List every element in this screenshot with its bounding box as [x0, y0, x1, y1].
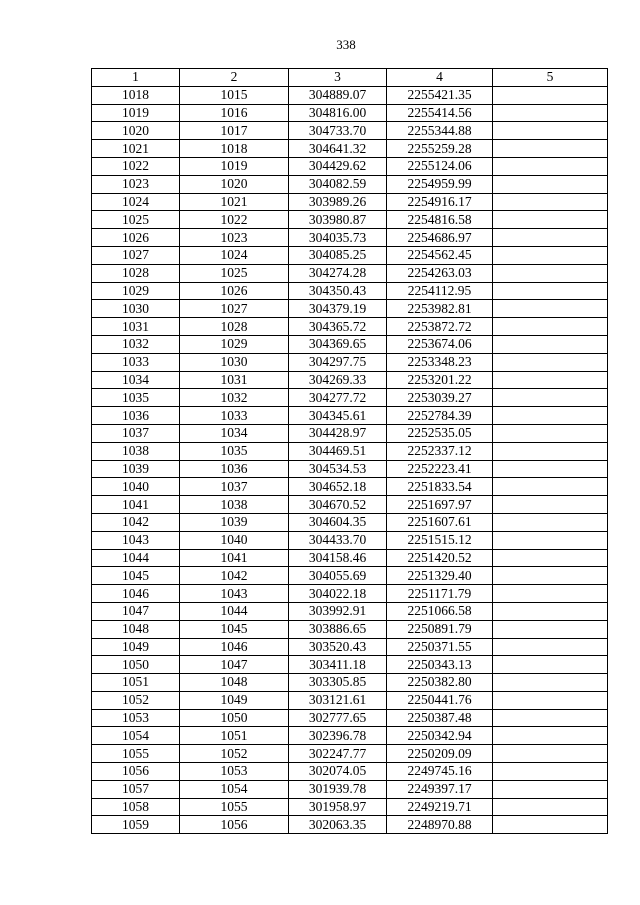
- table-cell-col-4: 2253982.81: [387, 300, 493, 318]
- table-cell-col-5: [493, 122, 608, 140]
- table-cell-col-5: [493, 442, 608, 460]
- table-cell-col-3: 303520.43: [289, 638, 387, 656]
- table-cell-col-2: 1023: [180, 229, 289, 247]
- table-cell-col-4: 2250382.80: [387, 674, 493, 692]
- table-row: [92, 424, 608, 442]
- column-header-3: 3: [289, 69, 387, 87]
- table-cell-col-3: 302777.65: [289, 709, 387, 727]
- table-cell-col-3: 304379.19: [289, 300, 387, 318]
- table-cell-col-1: 1021: [92, 140, 180, 158]
- table-cell-col-2: 1033: [180, 407, 289, 425]
- table-cell-col-3: 303411.18: [289, 656, 387, 674]
- table-cell-col-4: 2252337.12: [387, 442, 493, 460]
- table-cell-col-1: 1041: [92, 496, 180, 514]
- table-cell-col-4: 2251515.12: [387, 531, 493, 549]
- table-row: [92, 513, 608, 531]
- table-cell-col-5: [493, 211, 608, 229]
- header-row: [92, 69, 608, 87]
- table-cell-col-1: 1036: [92, 407, 180, 425]
- table-cell-col-2: 1053: [180, 763, 289, 781]
- table-cell-col-5: [493, 335, 608, 353]
- table-cell-col-3: 304429.62: [289, 157, 387, 175]
- table-cell-col-2: 1036: [180, 460, 289, 478]
- table-cell-col-4: 2253348.23: [387, 353, 493, 371]
- table-cell-col-1: 1028: [92, 264, 180, 282]
- table-cell-col-2: 1039: [180, 513, 289, 531]
- table-cell-col-1: 1056: [92, 763, 180, 781]
- table-cell-col-2: 1029: [180, 335, 289, 353]
- table-cell-col-1: 1030: [92, 300, 180, 318]
- table-cell-col-4: 2250343.13: [387, 656, 493, 674]
- table-cell-col-3: 303992.91: [289, 602, 387, 620]
- table-cell-col-4: 2251833.54: [387, 478, 493, 496]
- table-cell-col-3: 304350.43: [289, 282, 387, 300]
- table-cell-col-1: 1043: [92, 531, 180, 549]
- table-cell-col-2: 1020: [180, 175, 289, 193]
- table-cell-col-3: 304297.75: [289, 353, 387, 371]
- column-header-1: 1: [92, 69, 180, 87]
- table-cell-col-3: 303305.85: [289, 674, 387, 692]
- table-row: [92, 531, 608, 549]
- table-cell-col-4: 2251329.40: [387, 567, 493, 585]
- table-cell-col-1: 1039: [92, 460, 180, 478]
- column-header-5: 5: [493, 69, 608, 87]
- table-body: [92, 86, 608, 833]
- table-cell-col-5: [493, 86, 608, 104]
- table-cell-col-5: [493, 513, 608, 531]
- table-cell-col-4: 2250387.48: [387, 709, 493, 727]
- table-cell-col-1: 1057: [92, 780, 180, 798]
- table-cell-col-4: 2250371.55: [387, 638, 493, 656]
- table-cell-col-3: 301958.97: [289, 798, 387, 816]
- table-cell-col-2: 1027: [180, 300, 289, 318]
- table-row: [92, 175, 608, 193]
- table-cell-col-3: 304652.18: [289, 478, 387, 496]
- table-cell-col-3: 304641.32: [289, 140, 387, 158]
- table-cell-col-2: 1030: [180, 353, 289, 371]
- table-cell-col-5: [493, 816, 608, 834]
- table-cell-col-3: 304345.61: [289, 407, 387, 425]
- table-cell-col-1: 1023: [92, 175, 180, 193]
- table-row: [92, 727, 608, 745]
- table-row: [92, 371, 608, 389]
- table-cell-col-3: 304274.28: [289, 264, 387, 282]
- table-cell-col-2: 1018: [180, 140, 289, 158]
- table-cell-col-5: [493, 549, 608, 567]
- table-cell-col-3: 304889.07: [289, 86, 387, 104]
- table-row: [92, 585, 608, 603]
- table-cell-col-3: 304733.70: [289, 122, 387, 140]
- table-cell-col-4: 2250441.76: [387, 691, 493, 709]
- table-cell-col-1: 1052: [92, 691, 180, 709]
- table-row: [92, 602, 608, 620]
- table-cell-col-3: 303980.87: [289, 211, 387, 229]
- table-cell-col-3: 303886.65: [289, 620, 387, 638]
- table-cell-col-2: 1047: [180, 656, 289, 674]
- table-cell-col-3: 304055.69: [289, 567, 387, 585]
- table-cell-col-4: 2253674.06: [387, 335, 493, 353]
- table-cell-col-5: [493, 353, 608, 371]
- table-cell-col-5: [493, 104, 608, 122]
- table-cell-col-2: 1022: [180, 211, 289, 229]
- table-cell-col-1: 1051: [92, 674, 180, 692]
- table-cell-col-1: 1031: [92, 318, 180, 336]
- table-cell-col-1: 1042: [92, 513, 180, 531]
- table-cell-col-5: [493, 424, 608, 442]
- table-cell-col-4: 2252784.39: [387, 407, 493, 425]
- table-row: [92, 389, 608, 407]
- table-cell-col-3: 303121.61: [289, 691, 387, 709]
- table-cell-col-5: [493, 585, 608, 603]
- table-cell-col-2: 1017: [180, 122, 289, 140]
- coordinates-table: [91, 68, 608, 834]
- table-cell-col-2: 1032: [180, 389, 289, 407]
- table-row: [92, 211, 608, 229]
- table-cell-col-4: 2254916.17: [387, 193, 493, 211]
- table-cell-col-5: [493, 674, 608, 692]
- table-cell-col-5: [493, 531, 608, 549]
- table-cell-col-5: [493, 745, 608, 763]
- table-cell-col-4: 2255421.35: [387, 86, 493, 104]
- table-cell-col-1: 1025: [92, 211, 180, 229]
- table-row: [92, 246, 608, 264]
- table-cell-col-4: 2249219.71: [387, 798, 493, 816]
- table-cell-col-4: 2254686.97: [387, 229, 493, 247]
- table-row: [92, 620, 608, 638]
- table-cell-col-5: [493, 318, 608, 336]
- table-cell-col-2: 1028: [180, 318, 289, 336]
- table-cell-col-2: 1045: [180, 620, 289, 638]
- table-cell-col-5: [493, 193, 608, 211]
- table-cell-col-1: 1035: [92, 389, 180, 407]
- table-header: [92, 69, 608, 87]
- table-cell-col-1: 1054: [92, 727, 180, 745]
- table-cell-col-5: [493, 246, 608, 264]
- table-cell-col-3: 301939.78: [289, 780, 387, 798]
- table-row: [92, 478, 608, 496]
- table-cell-col-2: 1056: [180, 816, 289, 834]
- table-cell-col-4: 2254263.03: [387, 264, 493, 282]
- table-cell-col-1: 1053: [92, 709, 180, 727]
- table-cell-col-3: 304277.72: [289, 389, 387, 407]
- table-cell-col-2: 1049: [180, 691, 289, 709]
- table-cell-col-5: [493, 175, 608, 193]
- table-row: [92, 140, 608, 158]
- table-cell-col-1: 1059: [92, 816, 180, 834]
- table-cell-col-2: 1038: [180, 496, 289, 514]
- table-cell-col-1: 1019: [92, 104, 180, 122]
- table-row: [92, 193, 608, 211]
- table-cell-col-4: 2251171.79: [387, 585, 493, 603]
- table-cell-col-3: 304428.97: [289, 424, 387, 442]
- table-cell-col-5: [493, 602, 608, 620]
- table-cell-col-4: 2255259.28: [387, 140, 493, 158]
- table-cell-col-3: 304022.18: [289, 585, 387, 603]
- table-cell-col-5: [493, 282, 608, 300]
- table-cell-col-5: [493, 763, 608, 781]
- table-cell-col-2: 1015: [180, 86, 289, 104]
- table-cell-col-1: 1033: [92, 353, 180, 371]
- table-cell-col-2: 1035: [180, 442, 289, 460]
- table-cell-col-3: 302396.78: [289, 727, 387, 745]
- table-row: [92, 691, 608, 709]
- table-cell-col-3: 302074.05: [289, 763, 387, 781]
- table-cell-col-5: [493, 727, 608, 745]
- table-cell-col-1: 1049: [92, 638, 180, 656]
- table-row: [92, 300, 608, 318]
- table-row: [92, 353, 608, 371]
- table-cell-col-4: 2251607.61: [387, 513, 493, 531]
- table-cell-col-3: 304670.52: [289, 496, 387, 514]
- table-cell-col-1: 1026: [92, 229, 180, 247]
- table-cell-col-5: [493, 140, 608, 158]
- table-cell-col-2: 1054: [180, 780, 289, 798]
- table-cell-col-4: 2249745.16: [387, 763, 493, 781]
- table-cell-col-4: 2251066.58: [387, 602, 493, 620]
- table-cell-col-2: 1051: [180, 727, 289, 745]
- table-cell-col-3: 304035.73: [289, 229, 387, 247]
- table-row: [92, 460, 608, 478]
- table-cell-col-5: [493, 157, 608, 175]
- table-cell-col-2: 1016: [180, 104, 289, 122]
- table-cell-col-1: 1058: [92, 798, 180, 816]
- table-cell-col-2: 1040: [180, 531, 289, 549]
- table-cell-col-4: 2253201.22: [387, 371, 493, 389]
- table-cell-col-4: 2254816.58: [387, 211, 493, 229]
- table-cell-col-4: 2254112.95: [387, 282, 493, 300]
- table-cell-col-3: 304534.53: [289, 460, 387, 478]
- table-cell-col-4: 2254959.99: [387, 175, 493, 193]
- table-row: [92, 780, 608, 798]
- table-row: [92, 638, 608, 656]
- table-cell-col-2: 1024: [180, 246, 289, 264]
- table-row: [92, 709, 608, 727]
- table-row: [92, 264, 608, 282]
- table-cell-col-3: 304082.59: [289, 175, 387, 193]
- table-cell-col-4: 2248970.88: [387, 816, 493, 834]
- table-cell-col-2: 1055: [180, 798, 289, 816]
- table-cell-col-1: 1027: [92, 246, 180, 264]
- table-cell-col-5: [493, 709, 608, 727]
- table-cell-col-3: 303989.26: [289, 193, 387, 211]
- column-header-4: 4: [387, 69, 493, 87]
- table-cell-col-5: [493, 371, 608, 389]
- table-cell-col-5: [493, 229, 608, 247]
- table-row: [92, 496, 608, 514]
- table-cell-col-3: 304369.65: [289, 335, 387, 353]
- table-cell-col-1: 1024: [92, 193, 180, 211]
- table-cell-col-5: [493, 638, 608, 656]
- table-row: [92, 442, 608, 460]
- table-cell-col-3: 304816.00: [289, 104, 387, 122]
- table-cell-col-5: [493, 300, 608, 318]
- table-cell-col-4: 2255344.88: [387, 122, 493, 140]
- table-cell-col-2: 1034: [180, 424, 289, 442]
- table-cell-col-5: [493, 496, 608, 514]
- table-cell-col-3: 302247.77: [289, 745, 387, 763]
- table-cell-col-3: 304433.70: [289, 531, 387, 549]
- table-cell-col-4: 2250342.94: [387, 727, 493, 745]
- table-cell-col-4: 2252223.41: [387, 460, 493, 478]
- table-cell-col-4: 2251420.52: [387, 549, 493, 567]
- table-row: [92, 122, 608, 140]
- table-cell-col-3: 302063.35: [289, 816, 387, 834]
- table-cell-col-4: 2252535.05: [387, 424, 493, 442]
- table-row: [92, 318, 608, 336]
- table-cell-col-2: 1050: [180, 709, 289, 727]
- table-cell-col-4: 2255124.06: [387, 157, 493, 175]
- table-cell-col-1: 1045: [92, 567, 180, 585]
- table-cell-col-4: 2250891.79: [387, 620, 493, 638]
- table-cell-col-1: 1055: [92, 745, 180, 763]
- table-cell-col-5: [493, 567, 608, 585]
- table-cell-col-2: 1031: [180, 371, 289, 389]
- table-cell-col-2: 1021: [180, 193, 289, 211]
- table-cell-col-1: 1020: [92, 122, 180, 140]
- table-cell-col-2: 1026: [180, 282, 289, 300]
- table-cell-col-2: 1044: [180, 602, 289, 620]
- table-row: [92, 549, 608, 567]
- table-cell-col-4: 2253039.27: [387, 389, 493, 407]
- page-number: 338: [336, 37, 356, 52]
- table-row: [92, 656, 608, 674]
- table-row: [92, 407, 608, 425]
- table-row: [92, 798, 608, 816]
- table-cell-col-2: 1042: [180, 567, 289, 585]
- column-header-2: 2: [180, 69, 289, 87]
- table-row: [92, 335, 608, 353]
- table-cell-col-4: 2249397.17: [387, 780, 493, 798]
- table-cell-col-5: [493, 798, 608, 816]
- table-row: [92, 567, 608, 585]
- table-cell-col-5: [493, 478, 608, 496]
- table-cell-col-2: 1043: [180, 585, 289, 603]
- table-cell-col-5: [493, 691, 608, 709]
- table-cell-col-5: [493, 460, 608, 478]
- table-cell-col-1: 1038: [92, 442, 180, 460]
- table-cell-col-3: 304085.25: [289, 246, 387, 264]
- table-cell-col-2: 1037: [180, 478, 289, 496]
- table-cell-col-1: 1037: [92, 424, 180, 442]
- table-cell-col-2: 1041: [180, 549, 289, 567]
- table-cell-col-2: 1048: [180, 674, 289, 692]
- table-row: [92, 157, 608, 175]
- table-cell-col-1: 1022: [92, 157, 180, 175]
- table-cell-col-2: 1025: [180, 264, 289, 282]
- table-cell-col-2: 1052: [180, 745, 289, 763]
- table-cell-col-2: 1046: [180, 638, 289, 656]
- table-row: [92, 86, 608, 104]
- table-cell-col-3: 304469.51: [289, 442, 387, 460]
- table-cell-col-1: 1050: [92, 656, 180, 674]
- table-cell-col-4: 2253872.72: [387, 318, 493, 336]
- table-row: [92, 104, 608, 122]
- table-cell-col-2: 1019: [180, 157, 289, 175]
- table-cell-col-5: [493, 656, 608, 674]
- table-row: [92, 674, 608, 692]
- table-cell-col-1: 1040: [92, 478, 180, 496]
- table-row: [92, 816, 608, 834]
- table-cell-col-5: [493, 389, 608, 407]
- table-cell-col-3: 304604.35: [289, 513, 387, 531]
- table-cell-col-1: 1046: [92, 585, 180, 603]
- table-cell-col-1: 1032: [92, 335, 180, 353]
- table-cell-col-3: 304365.72: [289, 318, 387, 336]
- table-cell-col-1: 1034: [92, 371, 180, 389]
- table-cell-col-5: [493, 780, 608, 798]
- table-row: [92, 282, 608, 300]
- table-cell-col-4: 2255414.56: [387, 104, 493, 122]
- table-row: [92, 763, 608, 781]
- table-cell-col-1: 1047: [92, 602, 180, 620]
- table-row: [92, 229, 608, 247]
- table-cell-col-3: 304158.46: [289, 549, 387, 567]
- table-cell-col-1: 1044: [92, 549, 180, 567]
- table-row: [92, 745, 608, 763]
- table-cell-col-3: 304269.33: [289, 371, 387, 389]
- table-cell-col-4: 2254562.45: [387, 246, 493, 264]
- table-cell-col-5: [493, 407, 608, 425]
- table-cell-col-4: 2250209.09: [387, 745, 493, 763]
- table-cell-col-4: 2251697.97: [387, 496, 493, 514]
- table-cell-col-5: [493, 620, 608, 638]
- table-cell-col-1: 1048: [92, 620, 180, 638]
- table-cell-col-1: 1029: [92, 282, 180, 300]
- table-cell-col-5: [493, 264, 608, 282]
- table-cell-col-1: 1018: [92, 86, 180, 104]
